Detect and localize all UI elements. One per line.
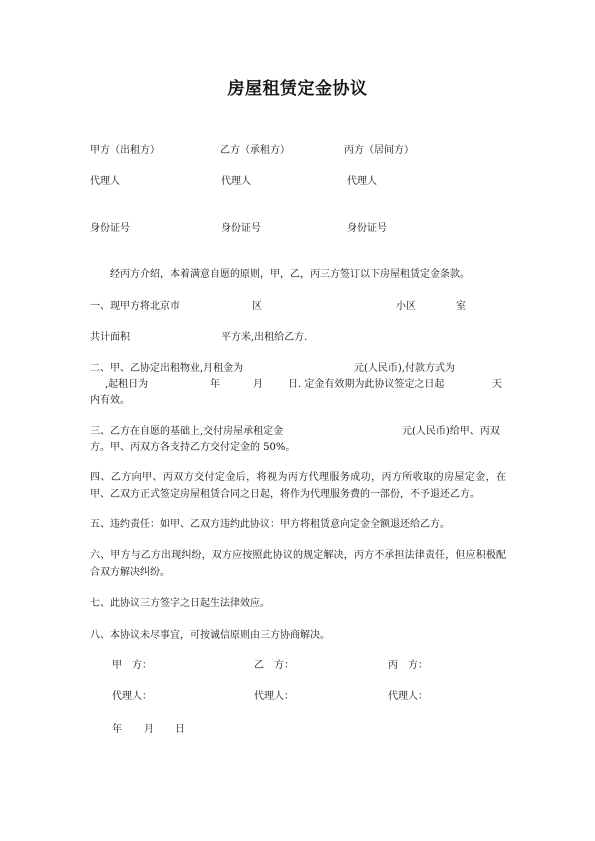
- clause-2-line2-b: 日. 定金有效期为此协议签定之日起: [288, 379, 445, 390]
- date-month: 月: [144, 724, 154, 735]
- intro-paragraph: 经丙方介绍，本着满意自愿的原则，甲，乙，丙三方签订以下房屋租赁定金条款。: [110, 269, 470, 280]
- area-suffix: 平方米,出租给乙方.: [221, 332, 308, 343]
- date-day: 日: [175, 724, 185, 735]
- party-b-agent-label: 代理人: [221, 176, 251, 187]
- clause-6: 六、甲方与乙方出现纠纷，双方应按照此协议的规定解决，丙方不承担法律责任，但应积极配合双方解决纠纷。: [90, 550, 506, 578]
- clause-7: 七、此协议三方签字之日起生法律效应。: [90, 598, 270, 609]
- clause-3-line1-a: 三、乙方在自愿的基础上,交付房屋承租定金: [90, 426, 284, 437]
- clause-5: 五、违约责任：如甲、乙双方违约此协议：甲方将租赁意向定金全额退还给乙方。: [90, 519, 450, 530]
- document-title: 房屋租赁定金协议: [227, 79, 368, 99]
- signature-agent-b: 代理人：: [254, 691, 294, 702]
- clause-2-line2-a: ,起租日为: [105, 379, 149, 390]
- party-a-label: 甲方（出租方）: [90, 145, 160, 156]
- signature-party-a: 甲 方：: [112, 660, 152, 671]
- clause-2-year: 年: [210, 379, 220, 390]
- party-c-id-label: 身份证号: [347, 223, 387, 234]
- clause-1-district: 区: [252, 301, 262, 312]
- party-c-agent-label: 代理人: [347, 176, 377, 187]
- clause-1-room: 室: [456, 301, 466, 312]
- date-year: 年: [112, 724, 122, 735]
- clause-1-prefix: 一、现甲方将北京市: [90, 301, 180, 312]
- signature-party-c: 丙 方：: [388, 660, 428, 671]
- party-b-id-label: 身份证号: [221, 223, 261, 234]
- clause-8: 八、本协议未尽事宜，可按诚信原则由三方协商解决。: [90, 630, 330, 641]
- clause-3-line1-b: 元(人民币)给甲、丙双: [402, 426, 500, 437]
- signature-party-b: 乙 方：: [254, 660, 294, 671]
- area-prefix: 共计面积: [90, 332, 130, 343]
- signature-agent-a: 代理人：: [112, 691, 152, 702]
- clause-2-day: 天: [492, 379, 502, 390]
- party-b-label: 乙方（承租方）: [220, 145, 290, 156]
- clause-2-line1-a: 二、甲、乙协定出租物业,月租金为: [90, 363, 244, 374]
- signature-agent-c: 代理人：: [388, 691, 428, 702]
- clause-4: 四、乙方向甲、丙双方交付定金后，将视为丙方代理服务成功，丙方所收取的房屋定金，在甲、乙双方正式签定房屋租赁合同之日起，将作为代理服务费的一部份，不予退还乙方。: [90, 472, 506, 500]
- clause-2-line1-b: 元(人民币),付款方式为: [354, 363, 455, 374]
- party-a-id-label: 身份证号: [90, 223, 130, 234]
- clause-1-community: 小区: [396, 301, 416, 312]
- clause-3-line2: 方。甲、丙双方各支持乙方交付定金的 50%。: [90, 442, 296, 453]
- clause-2-month: 月: [253, 379, 263, 390]
- clause-2-line3: 内有效。: [90, 395, 130, 406]
- party-a-agent-label: 代理人: [90, 176, 120, 187]
- party-c-label: 丙方（居间方）: [344, 145, 414, 156]
